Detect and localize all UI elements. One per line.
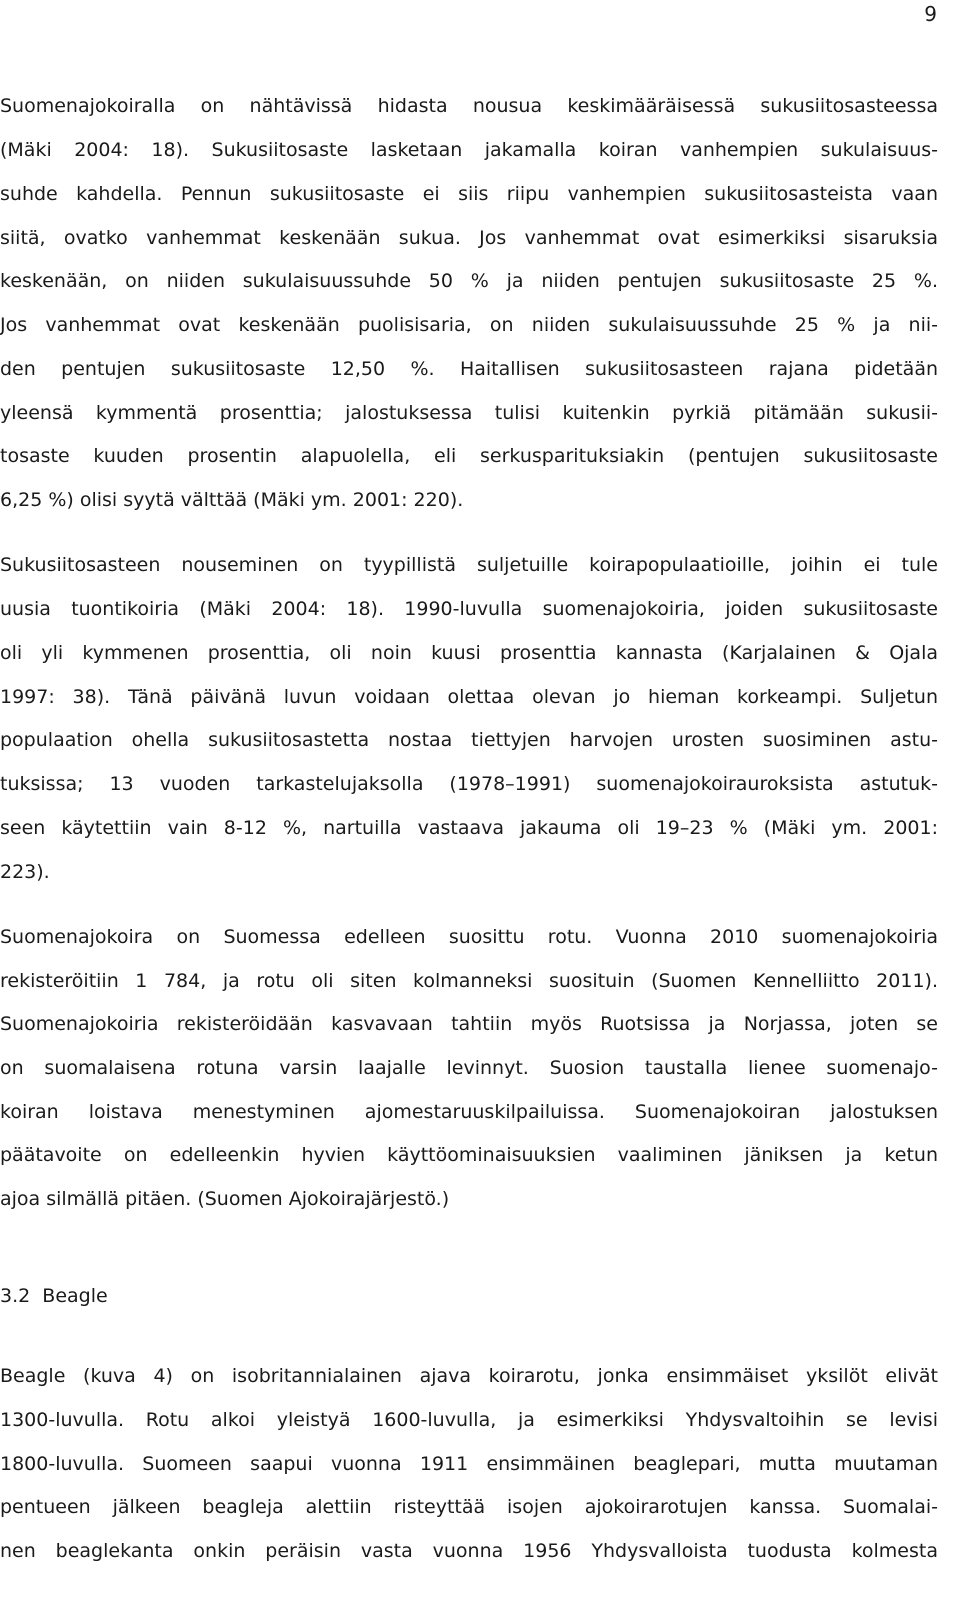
text-line: siitä, ovatko vanhemmat keskenään sukua. Jos vanhemmat ovat esimerkiksi sisaruksia [0,227,938,249]
text-line: Jos vanhemmat ovat keskenään puolisisaria, on niiden sukulaisuussuhde 25 % ja nii- [0,314,938,336]
text-line: tosaste kuuden prosentin alapuolella, eli serkusparituksiakin (pentujen sukusiitosaste [0,445,938,467]
text-line: oli yli kymmenen prosenttia, oli noin kuusi prosenttia kannasta (Karjalainen & Ojala [0,642,938,664]
text-line: koiran loistava menestyminen ajomestaruuskilpailuissa. Suomenajokoiran jalostuksen [0,1101,938,1123]
text-line: Suomenajokoiria rekisteröidään kasvavaan tahtiin myös Ruotsissa ja Norjassa, joten se [0,1013,938,1035]
text-line: Suomenajokoiralla on nähtävissä hidasta nousua keskimääräisessä sukusiitosasteessa [0,95,938,117]
text-line: tuksissa; 13 vuoden tarkastelujaksolla (1978–1991) suomenajokoirauroksista astutuk- [0,773,938,795]
text-line: Suomenajokoira on Suomessa edelleen suosittu rotu. Vuonna 2010 suomenajokoiria [0,926,938,948]
text-line: suhde kahdella. Pennun sukusiitosaste ei siis riipu vanhempien sukusiitosasteista vaan [0,183,938,205]
text-line: 1800-luvulla. Suomeen saapui vuonna 1911 ensimmäinen beaglepari, mutta muutaman [0,1453,938,1475]
section-heading: 3.2 Beagle [0,1285,108,1307]
text-line: on suomalaisena rotuna varsin laajalle levinnyt. Suosion taustalla lienee suomenajo- [0,1057,938,1079]
text-line: yleensä kymmentä prosenttia; jalostuksessa tulisi kuitenkin pyrkiä pitämään sukusii- [0,402,938,424]
page-number: 9 [924,2,937,26]
text-line: 1300-luvulla. Rotu alkoi yleistyä 1600-luvulla, ja esimerkiksi Yhdysvaltoihin se levisi [0,1409,938,1431]
text-line: den pentujen sukusiitosaste 12,50 %. Haitallisen sukusiitosasteen rajana pidetään [0,358,938,380]
text-line: uusia tuontikoiria (Mäki 2004: 18). 1990-luvulla suomenajokoiria, joiden sukusiitosaste [0,598,938,620]
text-line: Sukusiitosasteen nouseminen on tyypillistä suljetuille koirapopulaatioille, joihin ei tule [0,554,938,576]
text-line: 223). [0,861,50,883]
text-line: rekisteröitiin 1 784, ja rotu oli siten kolmanneksi suosituin (Suomen Kennelliitto 2011). [0,970,938,992]
text-line: keskenään, on niiden sukulaisuussuhde 50 % ja niiden pentujen sukusiitosaste 25 %. [0,270,938,292]
text-line: Beagle (kuva 4) on isobritannialainen ajava koirarotu, jonka ensimmäiset yksilöt elivät [0,1365,938,1387]
text-line: päätavoite on edelleenkin hyvien käyttöominaisuuksien vaaliminen jäniksen ja ketun [0,1144,938,1166]
text-line: nen beaglekanta onkin peräisin vasta vuonna 1956 Yhdysvalloista tuodusta kolmesta [0,1540,938,1562]
text-line: 1997: 38). Tänä päivänä luvun voidaan olettaa olevan jo hieman korkeampi. Suljetun [0,686,938,708]
text-line: 6,25 %) olisi syytä välttää (Mäki ym. 2001: 220). [0,489,464,511]
text-line: (Mäki 2004: 18). Sukusiitosaste lasketaan jakamalla koiran vanhempien sukulaisuus- [0,139,938,161]
text-line: ajoa silmällä pitäen. (Suomen Ajokoirajärjestö.) [0,1188,450,1210]
text-line: pentueen jälkeen beagleja alettiin risteyttää isojen ajokoirarotujen kanssa. Suomalai- [0,1496,938,1518]
text-line: seen käytettiin vain 8-12 %, nartuilla vastaava jakauma oli 19–23 % (Mäki ym. 2001: [0,817,938,839]
text-line: populaation ohella sukusiitosastetta nostaa tiettyjen harvojen urosten suosiminen astu- [0,729,938,751]
